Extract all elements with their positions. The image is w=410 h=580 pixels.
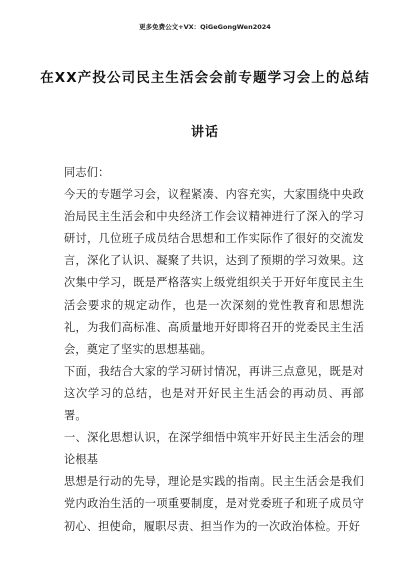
paragraph-section-1: 思想是行动的先导，理论是实践的指南。民主生活会是我们党内政治生活的一项重要制度，是对党委班子和班子成员守初心、担使命，履职尽责、担当作为的一次政治体检。开好: [64, 475, 364, 533]
section-heading-1: 一、深化思想认识，在深学细悟中筑牢开好民主生活会的理论根基: [64, 431, 364, 467]
header-note: 更多免费公文+VX：QiGeGongWen2024: [139, 23, 271, 31]
paragraph-opening: 今天的专题学习会，议程紧凑、内容充实，大家围绕中央政治局民主生活会和中央经济工作会议精神进行了深入的学习研讨，几位班子成员结合思想和工作实际作了很好的交流发言，深化了认识、凝聚了共识，达到了预期的学习效果。这次集中学习，既是严格落实上级党组织关于开好年度民主生活会要求的规定动作，也是一次深刻的党性教育和思想洗礼，为我们高标准、高质量地开好即将召开的党委民主生活会，奠定了坚实的思想基础。: [64, 188, 364, 356]
document-body: [64, 162, 364, 538]
paragraph-transition: 下面，我结合大家的学习研讨情况，再讲三点意见，既是对这次学习的总结，也是对开好民主生活会的再动员、再部署。: [64, 364, 364, 423]
document-title-line-2: 讲话: [190, 125, 219, 140]
document-title-line-1: 在XX产投公司民主生活会会前专题学习会上的总结: [40, 70, 370, 86]
salutation: 同志们：: [64, 166, 110, 179]
